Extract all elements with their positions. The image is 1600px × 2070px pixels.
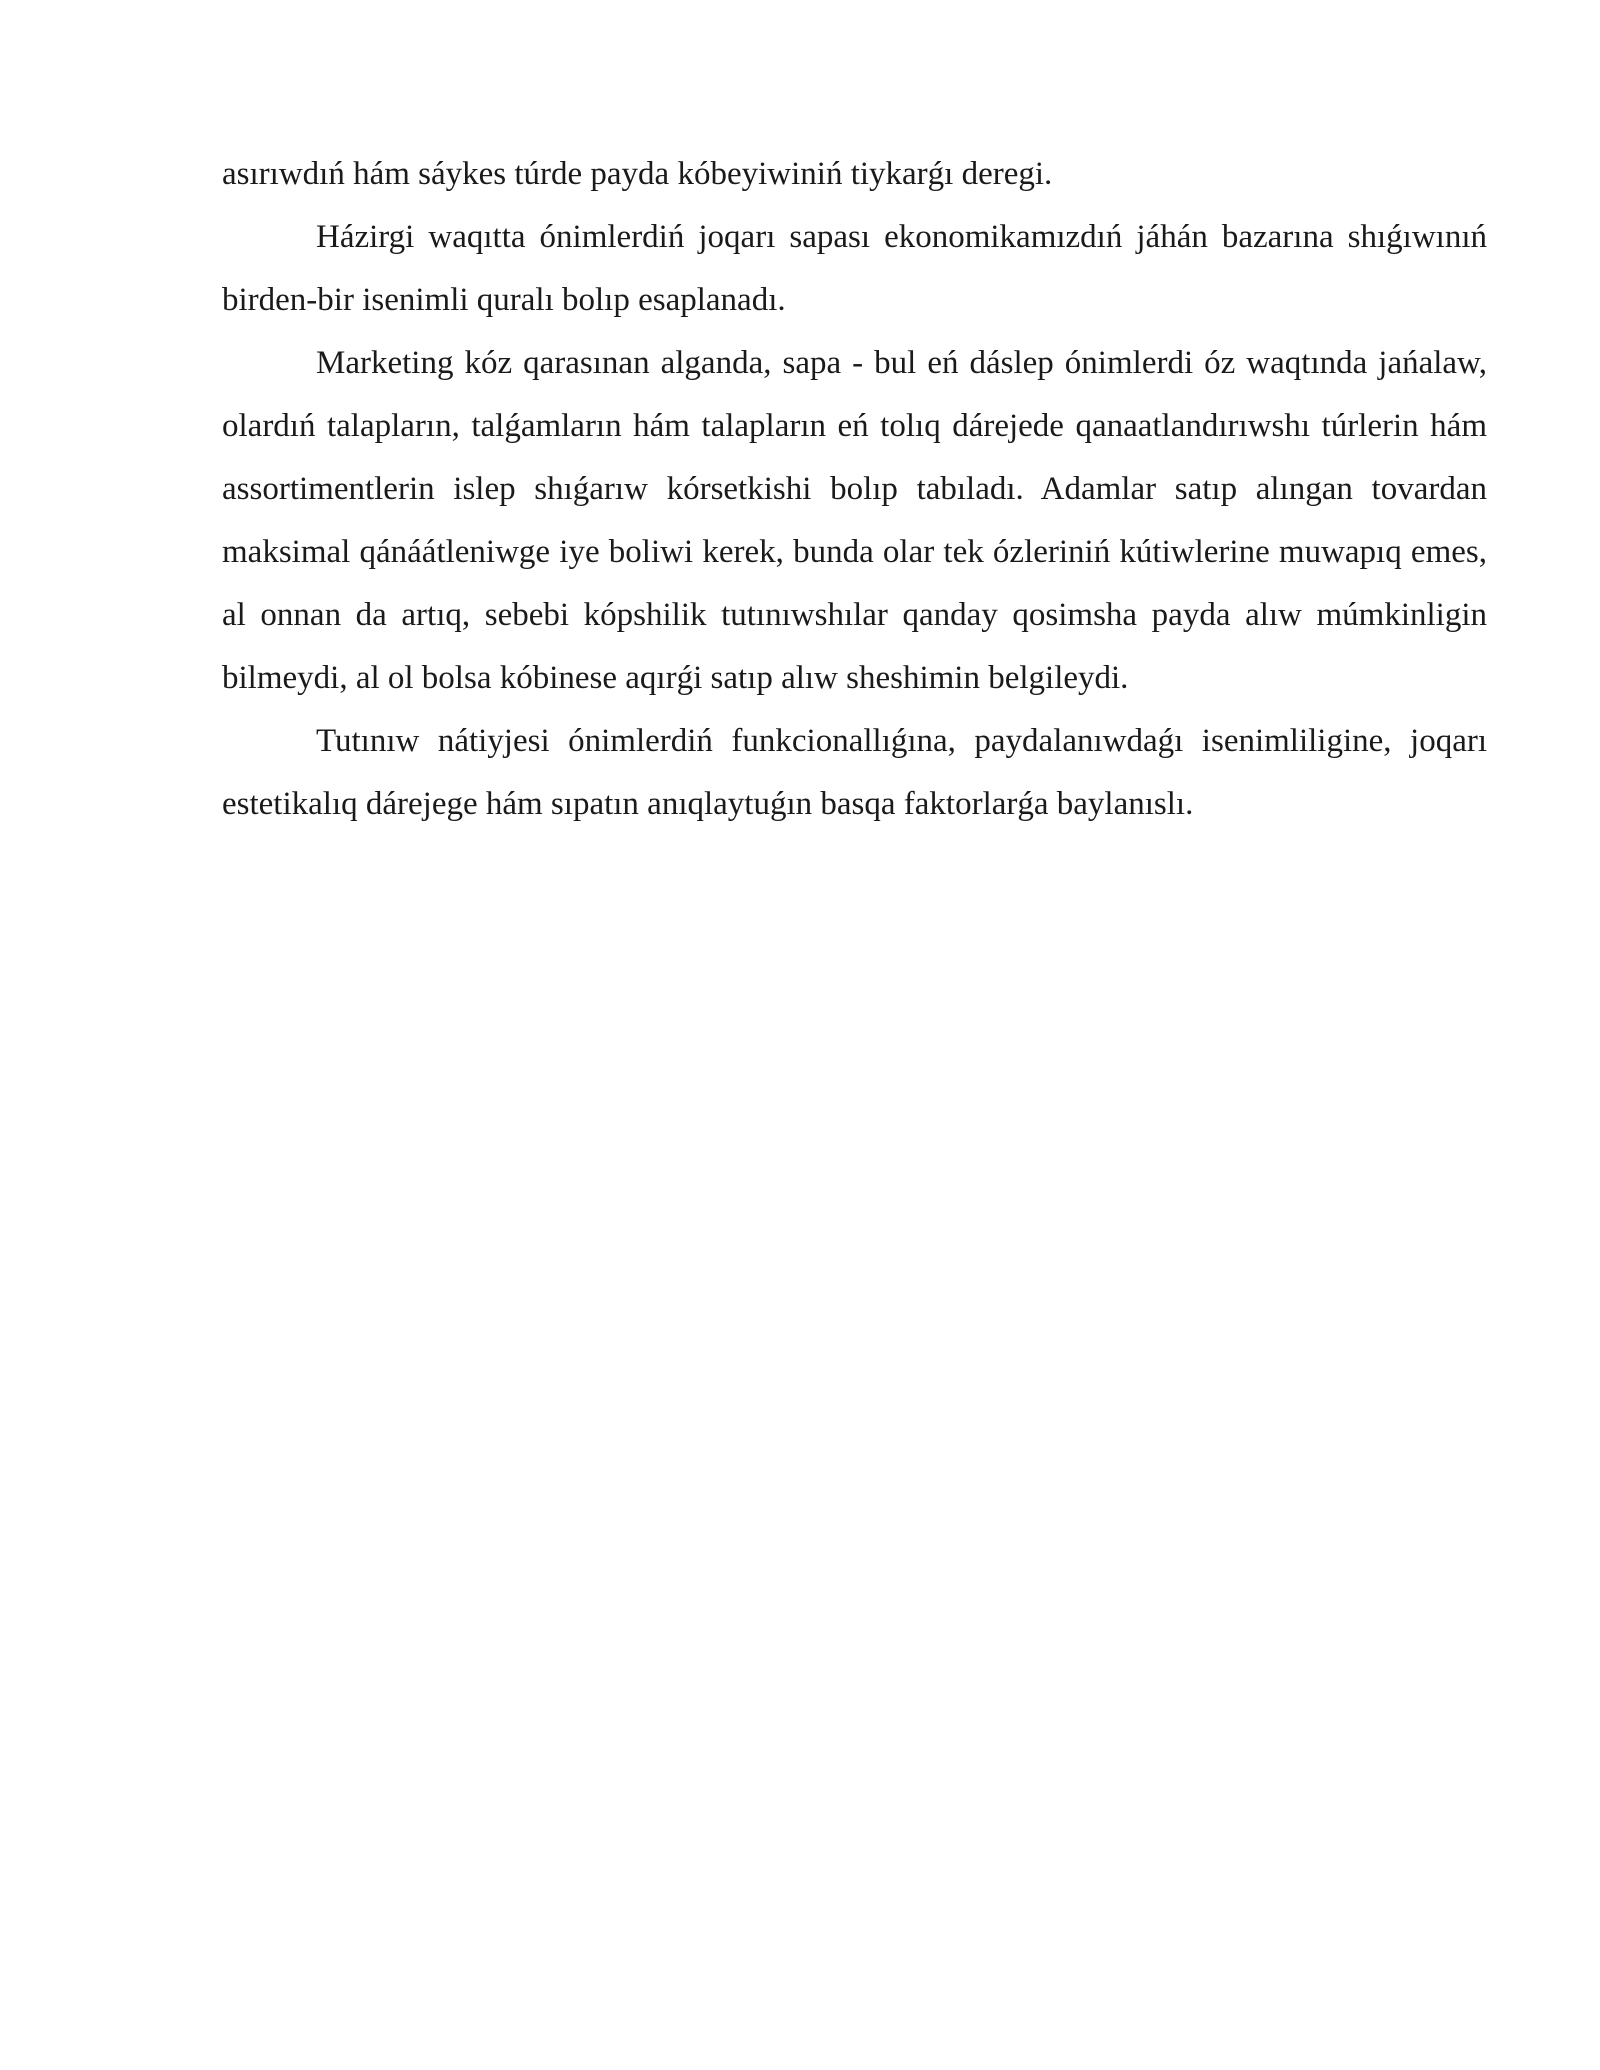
paragraph-continuation: asırıwdıń hám sáykes túrde payda kóbeyiwiniń tiykarǵı deregi. [222,156,1053,192]
paragraph: Házirgi waqıtta ónimlerdiń joqarı sapası ekonomikamızdıń jáhán bazarına shıǵıwınıń birden-bir isenimli quralı bolıp esaplanadı. [222,219,1487,318]
document-body [222,143,1487,836]
paragraph: Marketing kóz qarasınan alganda, sapa - bul eń dáslep ónimlerdi óz waqtında jańalaw, olardıń talapların, talǵamların hám talapların eń tolıq dárejede qanaatlandırıwshı túrlerin hám assortimentlerin islep shıǵarıw kórsetkishi bolıp tabıladı. Adamlar satıp alıngan tovardan maksimal qánáátleniwge iye boliwi kerek, bunda olar tek ózleriniń kútiwlerine muwapıq emes, al onnan da artıq, sebebi kópshilik tutınıwshılar qanday qosimsha payda alıw múmkinligin bilmeydi, al ol bolsa kóbinese aqırǵi satıp alıw sheshimin belgileydi. [222,345,1487,696]
paragraph: Tutınıw nátiyjesi ónimlerdiń funkcionallıǵına, paydalanıwdaǵı isenimliligine, joqarı estetikalıq dárejege hám sıpatın anıqlaytuǵın basqa faktorlarǵa baylanıslı. [222,723,1487,822]
